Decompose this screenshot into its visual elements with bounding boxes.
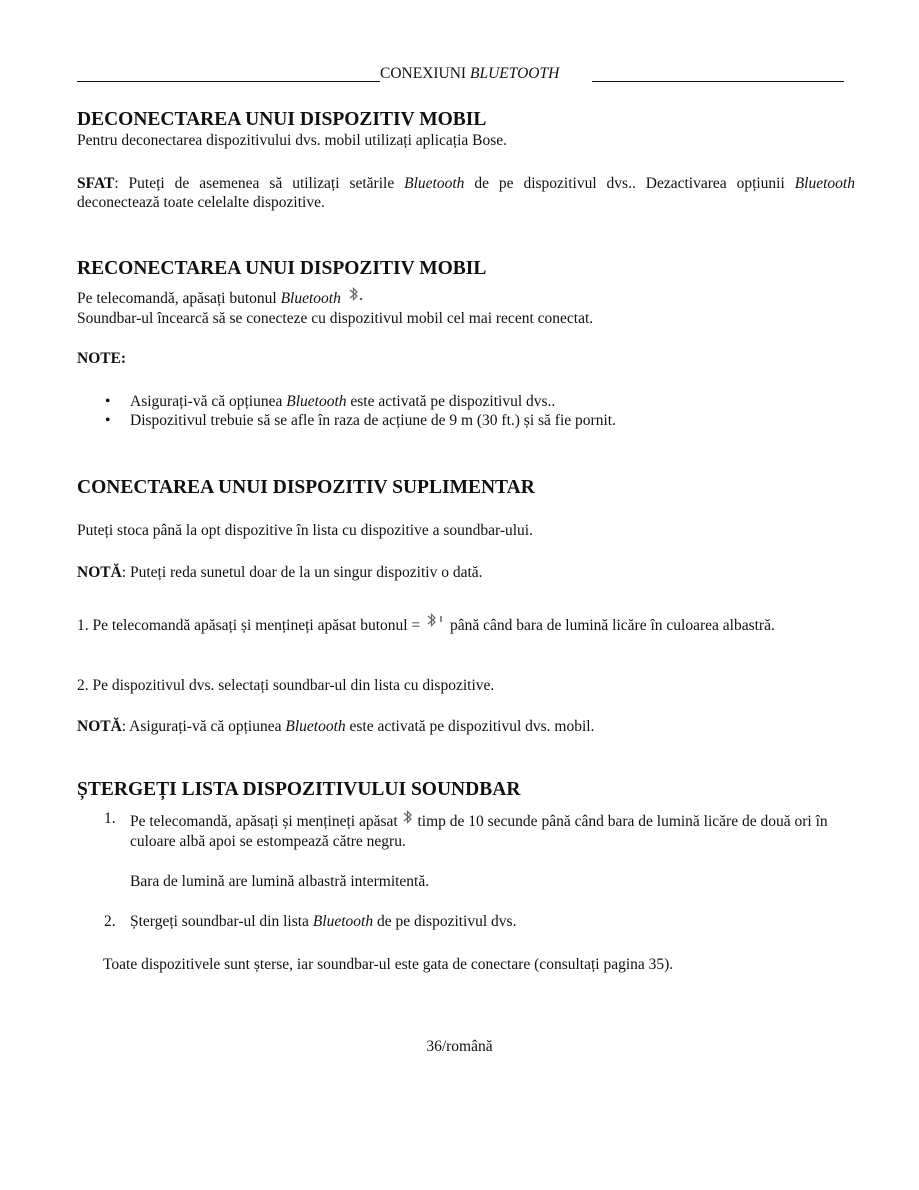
bluetooth-icon xyxy=(424,613,446,636)
text: de pe dispozitivul dvs. xyxy=(373,913,517,930)
text: este activată pe dispozitivul dvs. mobil. xyxy=(345,718,595,735)
list-item xyxy=(77,912,855,931)
running-header xyxy=(77,62,844,84)
term: Bluetooth xyxy=(285,718,346,735)
header-title-text: CONEXIUNI xyxy=(380,65,470,82)
page-number: 36/română xyxy=(426,1038,493,1055)
paragraph xyxy=(77,521,855,540)
note-paragraph xyxy=(77,717,855,736)
tip-label: SFAT xyxy=(77,175,115,192)
closing-paragraph xyxy=(77,955,855,974)
section-reconnect xyxy=(77,258,855,328)
step-number: 2. xyxy=(104,913,116,930)
closing-text: Toate dispozitivele sunt șterse, iar soundbar-ul este gata de conectare (consultați pagina 35). xyxy=(103,956,674,973)
steps-list xyxy=(77,809,855,851)
paragraph: Soundbar-ul încearcă să se conecteze cu dispozitivul mobil cel mai recent conectat. xyxy=(77,310,594,327)
section-title: RECONECTAREA UNUI DISPOZITIV MOBIL xyxy=(77,258,487,279)
text: : Asigurați-vă că opțiunea xyxy=(121,718,286,735)
term: Bluetooth xyxy=(280,290,341,307)
text: Dispozitivul trebuie să se afle în raza de acțiune de 9 m (30 ft.) și să fie pornit. xyxy=(130,412,616,429)
header-rule-left xyxy=(77,81,380,82)
tip-text: deconectează toate celelalte dispozitive. xyxy=(77,194,325,211)
note-label: NOTĂ xyxy=(77,718,122,735)
header-rule-right xyxy=(592,81,844,82)
term: Bluetooth xyxy=(286,393,347,410)
term: Bluetooth xyxy=(312,913,374,930)
steps-list xyxy=(77,912,855,931)
text: până când bara de lumină licăre în culoarea albastră. xyxy=(446,617,775,634)
section-title: ȘTERGEȚI LISTA DISPOZITIVULUI SOUNDBAR xyxy=(77,779,521,800)
text: timp de 10 secunde până când bara de lumină licăre de două ori în culoare albă apoi se estompează către negru. xyxy=(130,813,828,850)
bluetooth-icon xyxy=(402,809,414,832)
list-item xyxy=(77,392,855,411)
tip-text: de pe dispozitivul dvs.. Dezactivarea opțiunii xyxy=(464,175,795,192)
section-clear-list xyxy=(77,779,855,801)
step-number: 1. xyxy=(104,810,116,827)
text: Asigurați-vă că opțiunea xyxy=(130,393,287,410)
tip-paragraph xyxy=(77,174,855,212)
text: Ștergeți soundbar-ul din lista xyxy=(130,913,313,930)
tip-term: Bluetooth xyxy=(794,175,855,192)
tip-term: Bluetooth xyxy=(404,175,465,192)
section-title: CONECTAREA UNUI DISPOZITIV SUPLIMENTAR xyxy=(77,477,535,498)
note-label: NOTĂ xyxy=(77,564,122,581)
header-title xyxy=(380,64,559,83)
step-note xyxy=(77,872,855,891)
section-connect-additional xyxy=(77,477,855,499)
text: este activată pe dispozitivul dvs.. xyxy=(346,393,556,410)
section-title: DECONECTAREA UNUI DISPOZITIV MOBIL xyxy=(77,109,487,130)
list-item xyxy=(77,411,855,430)
section-disconnect xyxy=(77,109,855,150)
paragraph xyxy=(77,286,855,309)
note-paragraph xyxy=(77,563,855,582)
text: 1. Pe telecomandă apăsați și mențineți apăsat butonul = xyxy=(77,617,425,634)
text: : Puteți reda sunetul doar de la un singur dispozitiv o dată. xyxy=(121,564,483,581)
step-paragraph xyxy=(77,613,855,636)
text: Pe telecomandă, apăsați și mențineți apăsat xyxy=(130,813,402,830)
notes-block xyxy=(77,349,855,368)
notes-label: NOTE: xyxy=(77,350,127,367)
list-item xyxy=(77,809,855,851)
step-note-text: Bara de lumină are lumină albastră intermitentă. xyxy=(130,873,430,890)
tip-text: : Puteți de asemenea să utilizați setările xyxy=(114,175,405,192)
header-title-italic: BLUETOOTH xyxy=(469,65,560,82)
step-text: 2. Pe dispozitivul dvs. selectați soundbar-ul din lista cu dispozitive. xyxy=(77,677,495,694)
text: Pe telecomandă, apăsați butonul xyxy=(77,290,281,307)
step-paragraph xyxy=(77,676,855,695)
notes-list xyxy=(77,392,855,430)
paragraph-text: Puteți stoca până la opt dispozitive în lista cu dispozitive a soundbar-ului. xyxy=(77,522,533,539)
bluetooth-icon xyxy=(345,286,365,309)
paragraph: Pentru deconectarea dispozitivului dvs. mobil utilizați aplicația Bose. xyxy=(77,132,508,149)
